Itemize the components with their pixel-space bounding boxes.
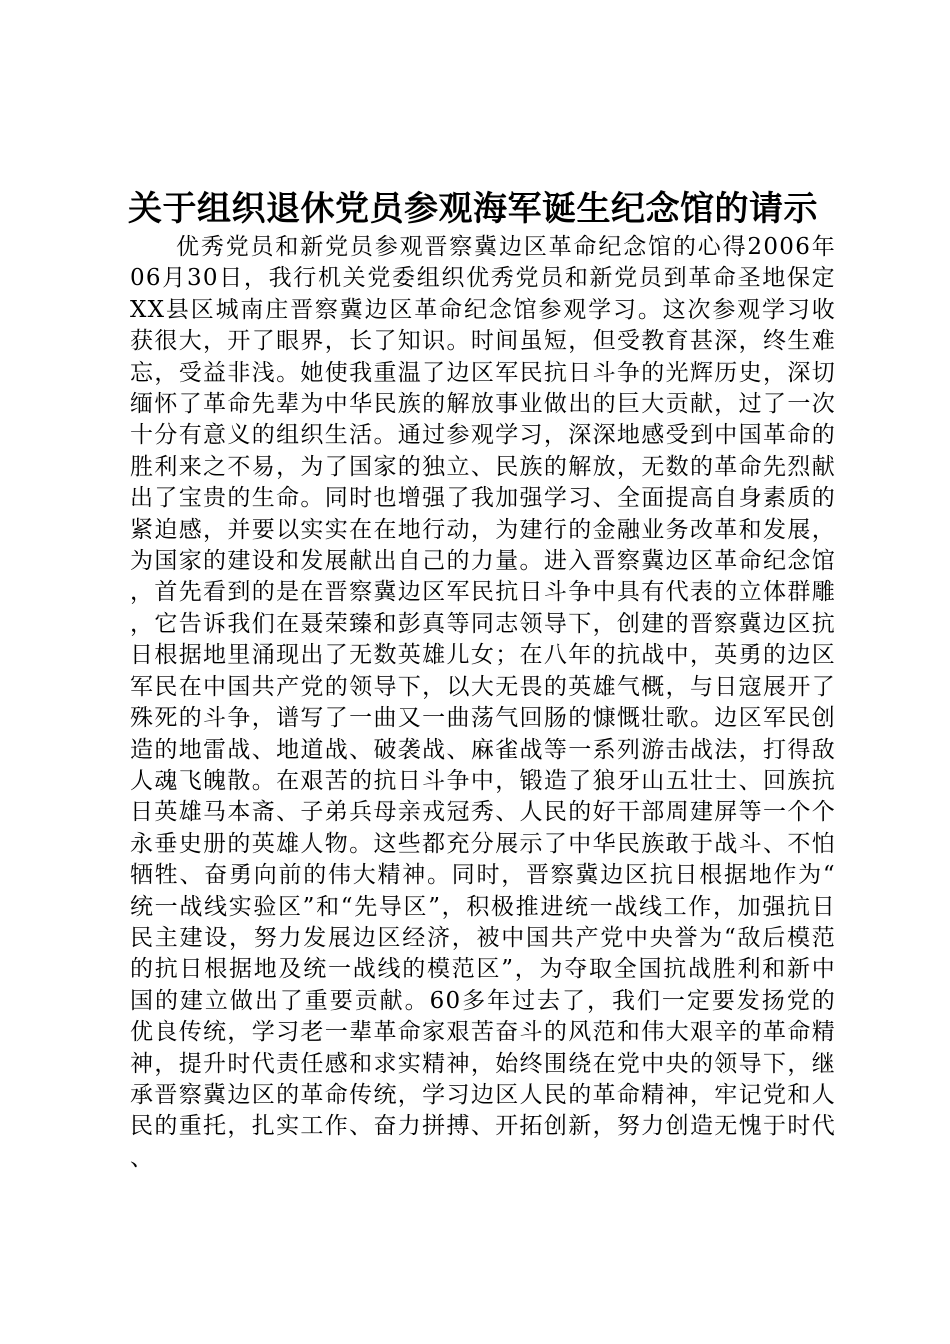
document-body: 优秀党员和新党员参观晋察冀边区革命纪念馆的心得2006年06月30日，我行机关党委组织优秀党员和新党员到革命圣地保定XX县区城南庄晋察冀边区革命纪念馆参观学习。这次参观学习收获很大，开了眼界，长了知识。时间虽短，但受教育甚深，终生难忘，受益非浅。她使我重温了边区军民抗日斗争的光辉历史，深切缅怀了革命先辈为中华民族的解放事业做出的巨大贡献，过了一次十分有意义的组织生活。通过参观学习，深深地感受到中国革命的胜利来之不易，为了国家的独立、民族的解放，无数的革命先烈献出了宝贵的生命。同时也增强了我加强学习、全面提高自身素质的紧迫感，并要以实实在在地行动，为建行的金融业务改革和发展，为国家的建设和发展献出自己的力量。进入晋察冀边区革命纪念馆，首先看到的是在晋察冀边区军民抗日斗争中具有代表的立体群雕，它告诉我们在聂荣臻和彭真等同志领导下，创建的晋察冀边区抗日根据地里涌现出了无数英雄儿女；在八年的抗战中，英勇的边区军民在中国共产党的领导下，以大无畏的英雄气概，与日寇展开了殊死的斗争，谱写了一曲又一曲荡气回肠的慷慨壮歌。边区军民创造的地雷战、地道战、破袭战、麻雀战等一系列游击战法，打得敌人魂飞魄散。在艰苦的抗日斗争中，锻造了狼牙山五壮士、回族抗日英雄马本斋、子弟兵母亲戎冠秀、人民的好干部周建屏等一个个永垂史册的英雄人物。这些都充分展示了中华民族敢于战斗、不怕牺牲、奋勇向前的伟大精神。同时，晋察冀边区抗日根据地作为“统一战线实验区”和“先导区”，积极推进统一战线工作，加强抗日民主建设，努力发展边区经济，被中国共产党中央誉为“敌后模范的抗日根据地及统一战线的模范区”，为夺取全国抗战胜利和新中国的建立做出了重要贡献。60多年过去了，我们一定要发扬党的优良传统，学习老一辈革命家艰苦奋斗的风范和伟大艰辛的革命精神，提升时代责任感和求实精神，始终围绕在党中央的领导下，继承晋察冀边区的革命传统，学习边区人民的革命精神，牢记党和人民的重托，扎实工作、奋力拼搏、开拓创新，努力创造无愧于时代、 [130, 234, 836, 1171]
document-title: 关于组织退休党员参观海军诞生纪念馆的请示 [128, 189, 818, 229]
